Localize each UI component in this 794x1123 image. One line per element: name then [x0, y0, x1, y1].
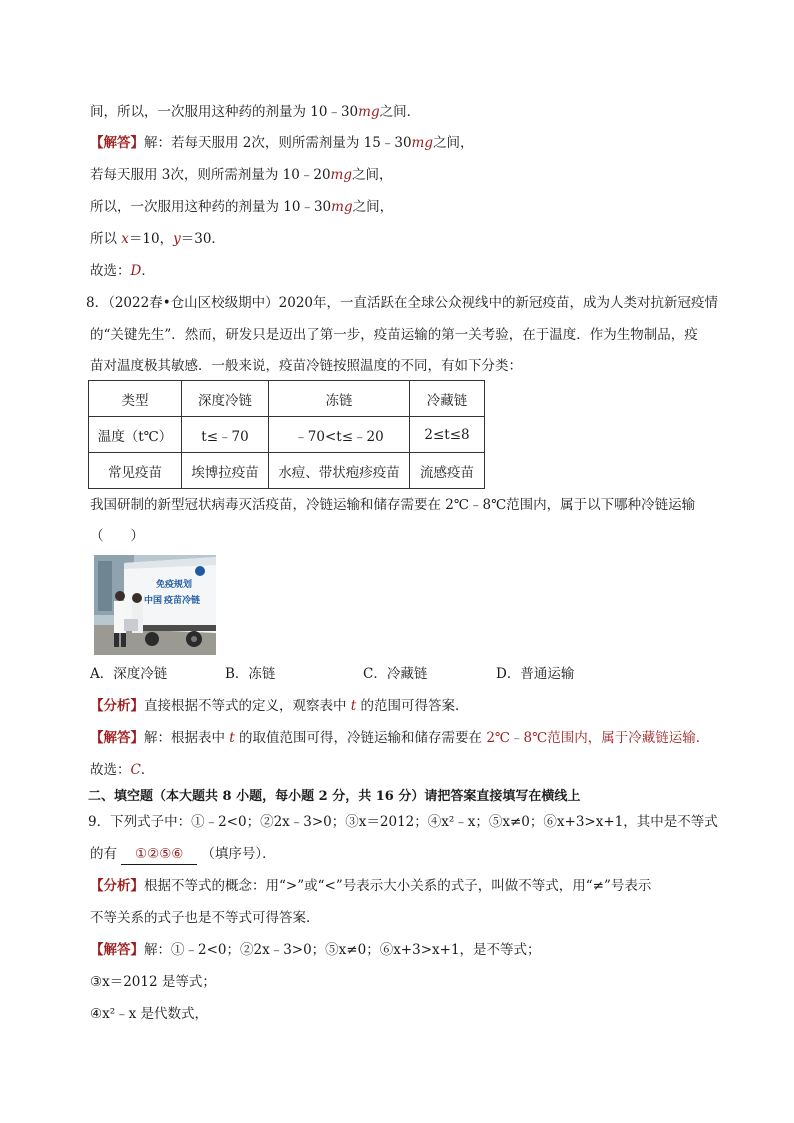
q7-line-5	[90, 229, 225, 249]
cold-chain-table	[88, 380, 485, 489]
table-cell: 冻链	[269, 381, 410, 417]
q7-line-3	[90, 165, 392, 185]
text: ＝10，	[128, 231, 174, 247]
q8-answer	[90, 728, 709, 748]
table-cell: t≤﹣70	[182, 417, 269, 453]
answer-highlight: 2℃﹣8℃范围内，属于冷藏链运输．	[486, 730, 710, 746]
text: 直接根据不等式的定义，观察表中	[144, 698, 351, 714]
text: 之间，	[432, 135, 474, 151]
q7-line-4	[90, 197, 393, 217]
table-row	[89, 381, 485, 417]
text: 根据不等式的概念：用“>”或“<”号表示大小关系的式子，叫做不等式，用“≠”号表示	[144, 878, 652, 894]
text: 故选：	[90, 762, 131, 778]
text: 之间，	[352, 199, 394, 215]
q9-answer-line-3: ④x²﹣x 是代数式，	[90, 1006, 209, 1022]
text: 之间．	[379, 104, 421, 120]
table-cell: 埃博拉疫苗	[182, 453, 269, 489]
q9-analysis-line-2: 不等关系的式子也是不等式可得答案．	[90, 910, 320, 926]
text: 的取值范围可得，冷链运输和储存需要在	[234, 730, 487, 746]
unit: mg	[411, 135, 433, 151]
table-row	[89, 417, 485, 453]
var-x: x	[121, 231, 129, 247]
text: 故选：	[90, 263, 131, 279]
text: 之间，	[351, 167, 393, 183]
q9-stem-line-2	[90, 844, 276, 865]
table-cell: ﹣70<t≤﹣20	[269, 417, 410, 453]
unit: mg	[330, 167, 352, 183]
table-cell: 类型	[89, 381, 182, 417]
answer-tag: 【解答】	[90, 135, 144, 151]
var-t: t	[350, 698, 357, 714]
answer-tag: 【解答】	[90, 730, 144, 746]
table-cell: 水痘、带状疱疹疫苗	[269, 453, 410, 489]
analysis-tag: 【分析】	[90, 698, 144, 714]
q8-options	[90, 664, 730, 684]
q8-question-line-2: （ ）	[90, 528, 144, 544]
q9-answer	[90, 940, 541, 960]
unit: mg	[358, 104, 380, 120]
var-y: y	[173, 231, 181, 247]
q8-stem-line-1: 8．（2022春•仓山区校级期中）2020年，一直活跃在全球公众视线中的新冠疫苗，成为人类对抗新冠疫情	[86, 295, 719, 311]
option-b[interactable]: B．冻链	[225, 666, 276, 682]
truck-label-2: 中国	[144, 596, 163, 606]
answer-blank: ①②⑤⑥	[121, 844, 197, 865]
option-d[interactable]: D．普通运输	[496, 666, 575, 682]
text: （填序号）．	[201, 846, 276, 862]
q8-choice	[90, 760, 154, 780]
text: 间，所以，一次服用这种药的剂量为 10﹣30	[90, 104, 359, 120]
q8-question-line-1: 我国研制的新型冠状病毒灭活疫苗，冷链运输和储存需要在 2℃﹣8℃范围内，属于以下哪种冷链运输	[90, 497, 696, 513]
q7-line-1	[90, 102, 420, 122]
text: 解：根据表中	[144, 730, 230, 746]
option-a[interactable]: A．深度冷链	[90, 666, 168, 682]
table-row	[89, 453, 485, 489]
choice-letter: D	[130, 263, 142, 279]
truck-label-3: 疫苗冷链	[164, 596, 201, 606]
table-cell: 流感疫苗	[410, 453, 485, 489]
text: 所以，一次服用这种药的剂量为 10﹣30	[90, 199, 332, 215]
choice-letter: C	[130, 762, 141, 778]
q8-stem-line-3: 苗对温度极其敏感．一般来说，疫苗冷链按照温度的不同，有如下分类：	[90, 358, 522, 374]
q8-stem-line-2: 的“关键先生”．然而，研发只是迈出了第一步，疫苗运输的第一关考验，在于温度．作为生物制品，疫	[90, 327, 698, 343]
text: ．	[140, 762, 155, 778]
answer-tag: 【解答】	[90, 942, 144, 958]
text: 若每天服用 3次，则所需剂量为 10﹣20	[90, 167, 331, 183]
option-c[interactable]: C．冷藏链	[363, 666, 428, 682]
q7-answer-line	[90, 133, 473, 153]
text: 解：若每天服用 2次，则所需剂量为 15﹣30	[144, 135, 412, 151]
text: 的范围可得答案．	[356, 698, 469, 714]
truck-illustration	[94, 555, 216, 655]
table-cell: 2≤t≤8	[410, 417, 485, 453]
q7-choice	[90, 261, 155, 281]
table-cell: 深度冷链	[182, 381, 269, 417]
text: 解：①﹣2<0；②2x﹣3>0；⑤x≠0；⑥x+3>x+1，是不等式；	[144, 942, 541, 958]
text: 的有	[90, 846, 117, 862]
table-cell: 冷藏链	[410, 381, 485, 417]
truck-label-1: 免疫规划	[156, 580, 193, 590]
q9-stem-line-1: 9．下列式子中：①﹣2<0；②2x﹣3>0；③x＝2012；④x²﹣x；⑤x≠0；⑥x+3>x+1，其中是不等式	[88, 814, 718, 830]
text: ＝30．	[180, 231, 225, 247]
vaccine-truck-photo	[94, 555, 216, 655]
text: ．	[141, 263, 155, 279]
q9-analysis	[90, 876, 651, 896]
text: 所以	[90, 231, 122, 247]
q8-analysis	[90, 696, 469, 716]
var-t: t	[229, 730, 235, 746]
table-cell: 温度（t℃）	[89, 417, 182, 453]
section-heading: 二、填空题（本大题共 8 小题，每小题 2 分，共 16 分）请把答案直接填写在横线上	[88, 789, 581, 804]
unit: mg	[331, 199, 353, 215]
q9-answer-line-2: ③x＝2012 是等式；	[90, 974, 216, 990]
analysis-tag: 【分析】	[90, 878, 144, 894]
table-cell: 常见疫苗	[89, 453, 182, 489]
